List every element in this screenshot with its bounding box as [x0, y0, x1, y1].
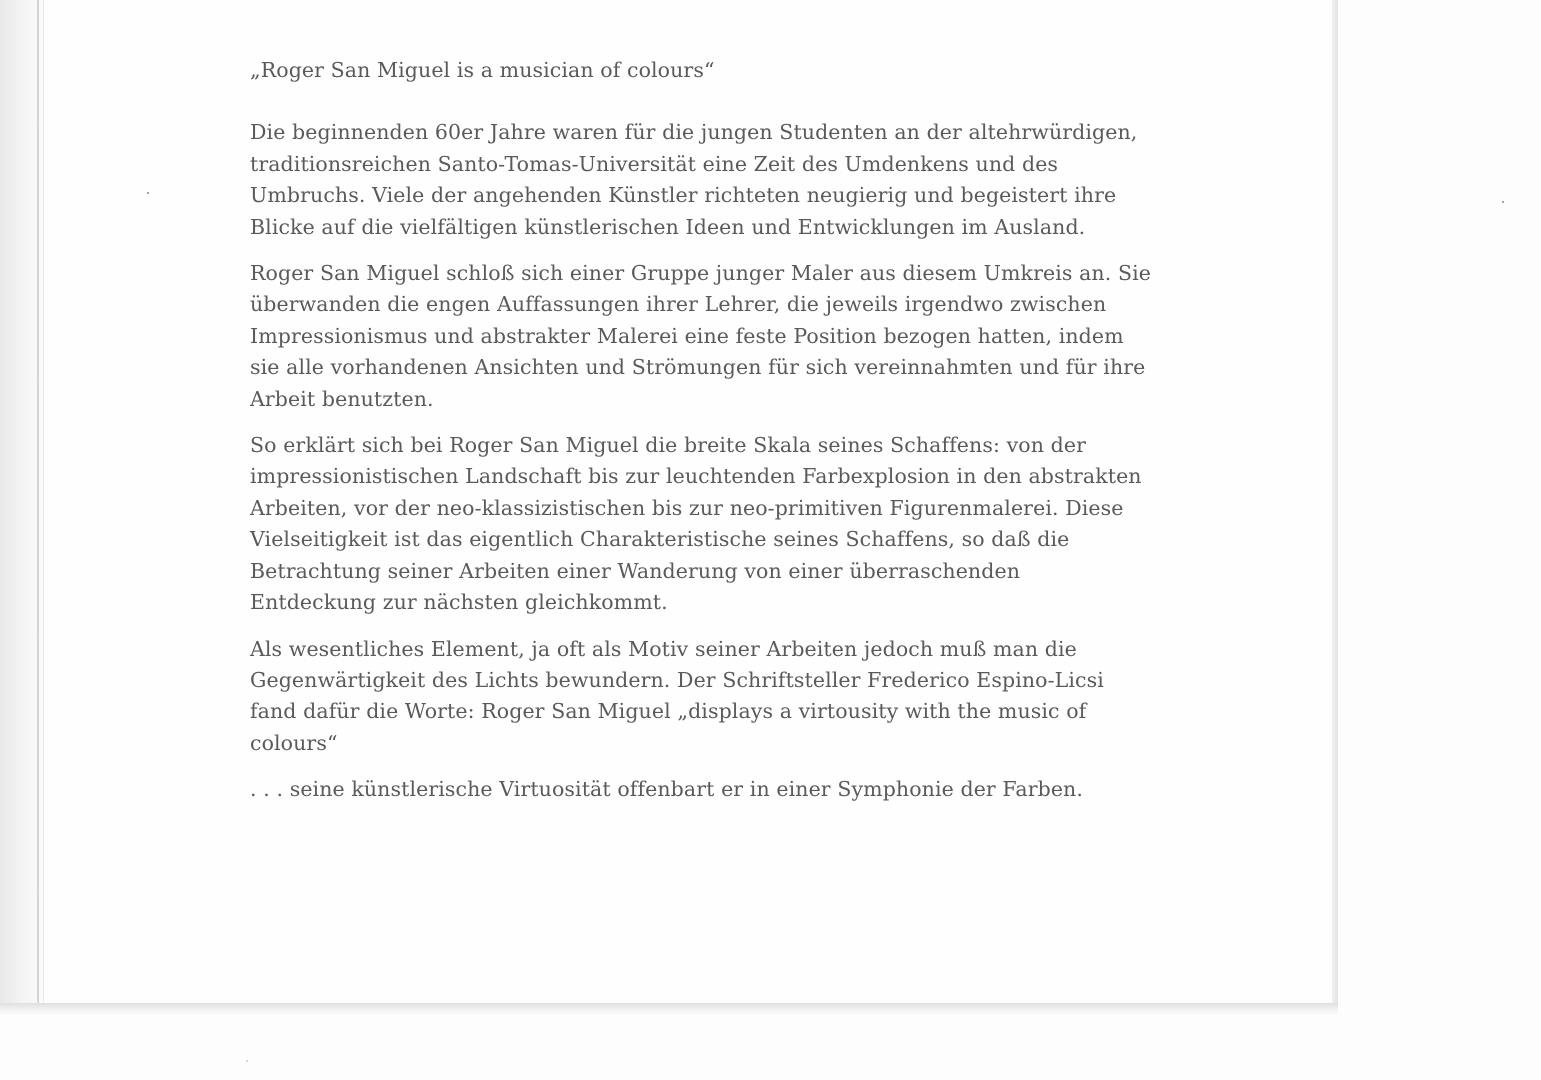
- binding-edge-line-inner: [43, 0, 44, 1005]
- paragraph-1: [250, 117, 1150, 243]
- binding-shadow: [0, 0, 42, 1005]
- text-line: Arbeiten, vor der neo-klassizistischen bis zur neo-primitiven Figurenmalerei. Diese: [250, 495, 1124, 520]
- binding-edge-line: [37, 0, 39, 1005]
- paragraph-5: [250, 774, 1150, 805]
- text-line: Betrachtung seiner Arbeiten einer Wanderung von einer überraschenden: [250, 558, 1020, 583]
- text-line: überwanden die engen Auffassungen ihrer Lehrer, die jeweils irgendwo zwischen: [250, 292, 1107, 317]
- page-edge-bottom: [0, 1003, 1338, 1015]
- scan-speck: [147, 192, 149, 194]
- text-line: Vielseitigkeit ist das eigentlich Charakteristische seines Schaffens, so daß die: [250, 527, 1070, 552]
- text-line: Entdeckung zur nächsten gleichkommt.: [250, 590, 668, 615]
- text-line: Roger San Miguel schloß sich einer Gruppe junger Maler aus diesem Umkreis an. Sie: [250, 261, 1151, 286]
- text-line: impressionistischen Landschaft bis zur leuchtenden Farbexplosion in den abstrakten: [250, 464, 1142, 489]
- text-line: Die beginnenden 60er Jahre waren für die jungen Studenten an der altehrwürdigen,: [250, 120, 1138, 145]
- text-line: fand dafür die Worte: Roger San Miguel „displays a virtousity with the music of: [250, 699, 1087, 724]
- article-heading: „Roger San Miguel is a musician of colours“: [250, 58, 715, 82]
- text-line: traditionsreichen Santo-Tomas-Universität eine Zeit des Umdenkens und des: [250, 151, 1059, 176]
- text-line: So erklärt sich bei Roger San Miguel die breite Skala seines Schaffens: von der: [250, 433, 1086, 458]
- article-text: [250, 55, 1150, 821]
- paragraph-2: [250, 258, 1150, 415]
- text-line: colours“: [250, 730, 338, 755]
- text-line: . . . seine künstlerische Virtuosität offenbart er in einer Symphonie der Farben.: [250, 777, 1083, 802]
- text-line: Impressionismus und abstrakter Malerei eine feste Position bezogen hatten, indem: [250, 323, 1124, 348]
- text-line: Blicke auf die vielfältigen künstlerischen Ideen und Entwicklungen im Ausland.: [250, 214, 1086, 239]
- text-line: Gegenwärtigkeit des Lichts bewundern. Der Schriftsteller Frederico Espino-Licsi: [250, 667, 1104, 692]
- text-line: sie alle vorhandenen Ansichten und Strömungen für sich vereinnahmten und für ihre: [250, 355, 1146, 380]
- paragraph-3: [250, 430, 1150, 618]
- paragraph-4: [250, 634, 1150, 760]
- page-edge-right: [1332, 0, 1338, 1015]
- text-line: Arbeit benutzten.: [250, 386, 434, 411]
- text-line: Als wesentliches Element, ja oft als Motiv seiner Arbeiten jedoch muß man die: [250, 636, 1077, 661]
- scan-speck: [1502, 201, 1504, 203]
- scan-speck: [246, 1060, 248, 1062]
- text-line: Umbruchs. Viele der angehenden Künstler richteten neugierig und begeistert ihre: [250, 183, 1117, 208]
